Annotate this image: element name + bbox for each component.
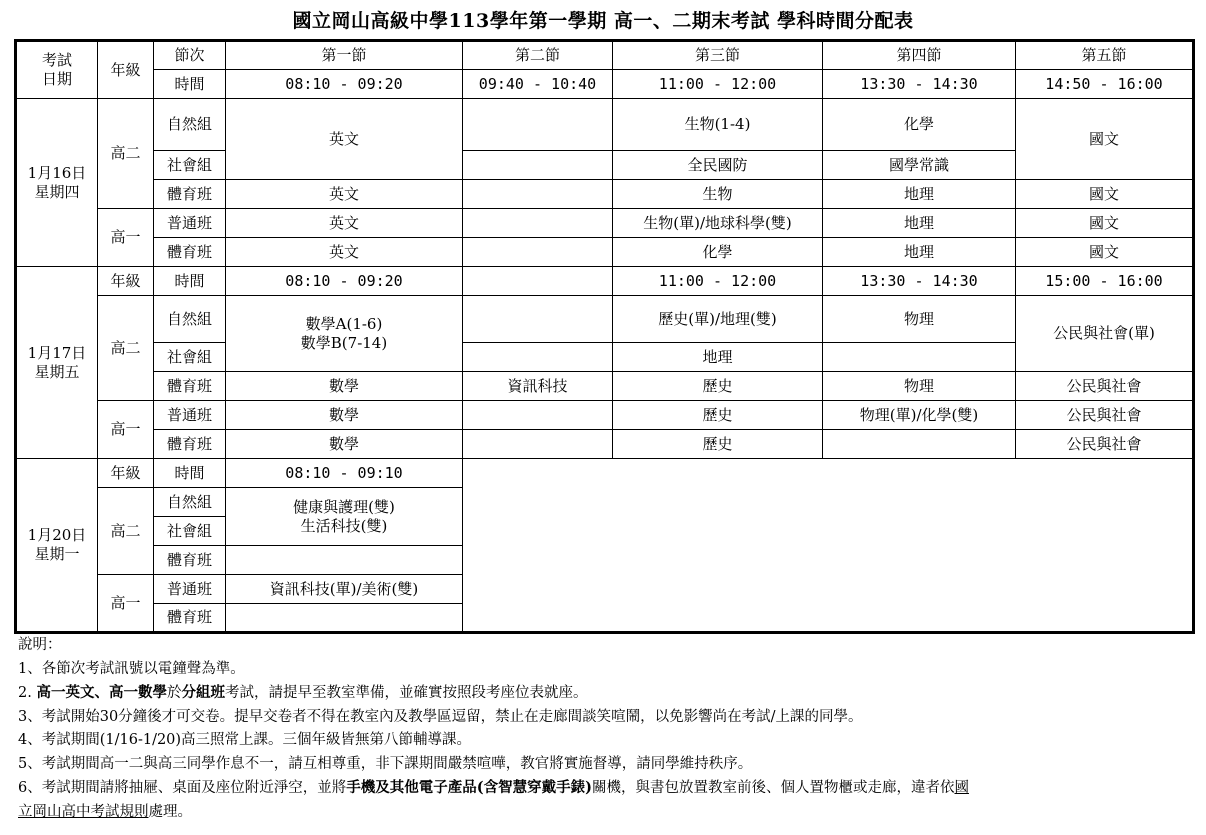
day3-pe2-p1 — [226, 546, 463, 575]
header-row-periods — [16, 41, 1194, 70]
day2-time-3: 11:00 - 12:00 — [613, 267, 823, 296]
day2-soc-label: 社會組 — [154, 343, 226, 372]
exam-rules-link-cont[interactable]: 立岡山高中考試規則 — [18, 803, 149, 820]
day2-pe1-p3: 歷史 — [613, 430, 823, 459]
day2-pe1-p4 — [823, 430, 1016, 459]
day3-reg1-label: 普通班 — [154, 575, 226, 604]
day1-reg1-p1: 英文 — [226, 209, 463, 238]
header-period-1: 第一節 — [226, 41, 463, 70]
table-row — [16, 180, 1194, 209]
day2-reg1-p5: 公民與社會 — [1016, 401, 1194, 430]
header-period-2: 第二節 — [463, 41, 613, 70]
exam-schedule-table — [14, 39, 1195, 634]
day1-reg1-label: 普通班 — [154, 209, 226, 238]
day2-nat-p5: 公民與社會(單) — [1016, 296, 1194, 372]
day1-pe2-p2 — [463, 180, 613, 209]
notes-section — [18, 634, 1193, 824]
note-1: 1、各節次考試訊號以電鐘聲為準。 — [18, 660, 245, 677]
table-row — [16, 296, 1194, 343]
day2-soc-p2 — [463, 343, 613, 372]
day2-time-2 — [463, 267, 613, 296]
day1-nat-p5: 國文 — [1016, 99, 1194, 180]
day1-pe2-label: 體育班 — [154, 180, 226, 209]
day3-pe2-label: 體育班 — [154, 546, 226, 575]
day1-pe1-p4: 地理 — [823, 238, 1016, 267]
day2-time-4: 13:30 - 14:30 — [823, 267, 1016, 296]
day3-nat-p1: 健康與護理(雙) 生活科技(雙) — [226, 488, 463, 546]
day2-grade-label: 年級 — [98, 267, 154, 296]
day2-pe1-p1: 數學 — [226, 430, 463, 459]
note-2: 2. 高一英文、高一數學於分組班考試，請提早至教室準備，並確實按照段考座位表就座。 — [18, 684, 588, 701]
day2-reg1-p3: 歷史 — [613, 401, 823, 430]
day1-pe1-label: 體育班 — [154, 238, 226, 267]
table-row — [16, 430, 1194, 459]
day1-pe2-p4: 地理 — [823, 180, 1016, 209]
header-grade: 年級 — [98, 41, 154, 99]
day2-pe2-label: 體育班 — [154, 372, 226, 401]
day1-soc-label: 社會組 — [154, 151, 226, 180]
header-exam-date: 考試 日期 — [16, 41, 98, 99]
day2-pe2-p2: 資訊科技 — [463, 372, 613, 401]
day1-pe2-p1: 英文 — [226, 180, 463, 209]
table-row — [16, 401, 1194, 430]
day1-pe1-p2 — [463, 238, 613, 267]
day2-reg1-p4: 物理(單)/化學(雙) — [823, 401, 1016, 430]
day2-time-label: 時間 — [154, 267, 226, 296]
header-time-3: 11:00 - 12:00 — [613, 70, 823, 99]
page-title: 國立岡山高級中學113學年第一學期 高一、二期末考試 學科時間分配表 — [292, 10, 914, 32]
note-4: 4、考試期間(1/16-1/20)高三照常上課。三個年級皆無第八節輔導課。 — [18, 732, 472, 748]
header-time: 時間 — [154, 70, 226, 99]
day3-date: 1月20日 星期一 — [16, 459, 98, 633]
day1-nat-p1: 英文 — [226, 99, 463, 180]
header-row-times — [16, 70, 1194, 99]
day2-pe1-label: 體育班 — [154, 430, 226, 459]
day2-nat-p4: 物理 — [823, 296, 1016, 343]
day1-grade2: 高二 — [98, 99, 154, 209]
header-period-3: 第三節 — [613, 41, 823, 70]
table-row — [16, 459, 1194, 488]
day3-time-1: 08:10 - 09:10 — [226, 459, 463, 488]
header-time-4: 13:30 - 14:30 — [823, 70, 1016, 99]
table-row — [16, 238, 1194, 267]
day1-date: 1月16日 星期四 — [16, 99, 98, 267]
day3-empty-block — [463, 459, 1194, 633]
day3-soc-label: 社會組 — [154, 517, 226, 546]
day1-pe1-p5: 國文 — [1016, 238, 1194, 267]
note-5: 5、考試期間高一二與高三同學作息不一，請互相尊重，非下課期間嚴禁喧嘩，教官將實施督導，請同學維持秩序。 — [18, 755, 753, 772]
day3-grade-label: 年級 — [98, 459, 154, 488]
note-3: 3、考試開始30分鐘後才可交卷。提早交卷者不得在教室內及教學區逗留，禁止在走廊間談笑喧鬧，以免影響尚在考試/上課的同學。 — [18, 708, 863, 725]
day1-pe1-p3: 化學 — [613, 238, 823, 267]
day2-nat-p3: 歷史(單)/地理(雙) — [613, 296, 823, 343]
header-period: 節次 — [154, 41, 226, 70]
day2-grade2: 高二 — [98, 296, 154, 401]
day2-time-1: 08:10 - 09:20 — [226, 267, 463, 296]
header-time-2: 09:40 - 10:40 — [463, 70, 613, 99]
table-row — [16, 99, 1194, 151]
day1-reg1-p4: 地理 — [823, 209, 1016, 238]
day1-soc-p2 — [463, 151, 613, 180]
day2-nat-label: 自然組 — [154, 296, 226, 343]
day1-pe1-p1: 英文 — [226, 238, 463, 267]
day1-grade1: 高一 — [98, 209, 154, 267]
header-time-5: 14:50 - 16:00 — [1016, 70, 1194, 99]
day2-pe2-p5: 公民與社會 — [1016, 372, 1194, 401]
day3-reg1-p1: 資訊科技(單)/美術(雙) — [226, 575, 463, 604]
day1-pe2-p3: 生物 — [613, 180, 823, 209]
header-period-4: 第四節 — [823, 41, 1016, 70]
day2-grade1: 高一 — [98, 401, 154, 459]
table-row — [16, 372, 1194, 401]
day2-reg1-p2 — [463, 401, 613, 430]
day3-pe1-label: 體育班 — [154, 604, 226, 633]
day1-pe2-p5: 國文 — [1016, 180, 1194, 209]
day2-soc-p3: 地理 — [613, 343, 823, 372]
day1-reg1-p3: 生物(單)/地球科學(雙) — [613, 209, 823, 238]
day1-nat-label: 自然組 — [154, 99, 226, 151]
day2-reg1-p1: 數學 — [226, 401, 463, 430]
day3-grade1: 高一 — [98, 575, 154, 633]
day2-pe2-p1: 數學 — [226, 372, 463, 401]
table-row — [16, 267, 1194, 296]
day2-nat-p2 — [463, 296, 613, 343]
notes-heading: 說明： — [18, 637, 62, 653]
day2-pe2-p3: 歷史 — [613, 372, 823, 401]
day3-grade2: 高二 — [98, 488, 154, 575]
day1-nat-p3: 生物(1-4) — [613, 99, 823, 151]
day2-nat-p1: 數學A(1-6) 數學B(7-14) — [226, 296, 463, 372]
day2-pe1-p2 — [463, 430, 613, 459]
day1-reg1-p5: 國文 — [1016, 209, 1194, 238]
note-6: 6、考試期間請將抽屜、桌面及座位附近淨空，並將手機及其他電子產品(含智慧穿戴手錶)關機，與書包放置教室前後、個人置物櫃或走廊，違者依國 立岡山高中考試規則處理。 — [18, 779, 969, 820]
exam-rules-link[interactable]: 國 — [954, 780, 969, 796]
header-period-5: 第五節 — [1016, 41, 1194, 70]
day3-pe1-p1 — [226, 604, 463, 633]
header-time-1: 08:10 - 09:20 — [226, 70, 463, 99]
day1-nat-p2 — [463, 99, 613, 151]
day3-time-label: 時間 — [154, 459, 226, 488]
day1-reg1-p2 — [463, 209, 613, 238]
day1-soc-p3: 全民國防 — [613, 151, 823, 180]
day2-date: 1月17日 星期五 — [16, 267, 98, 459]
day2-reg1-label: 普通班 — [154, 401, 226, 430]
day2-pe1-p5: 公民與社會 — [1016, 430, 1194, 459]
day2-soc-p4 — [823, 343, 1016, 372]
day2-time-5: 15:00 - 16:00 — [1016, 267, 1194, 296]
day1-nat-p4: 化學 — [823, 99, 1016, 151]
table-row — [16, 209, 1194, 238]
day2-pe2-p4: 物理 — [823, 372, 1016, 401]
day1-soc-p4: 國學常識 — [823, 151, 1016, 180]
day3-nat-label: 自然組 — [154, 488, 226, 517]
